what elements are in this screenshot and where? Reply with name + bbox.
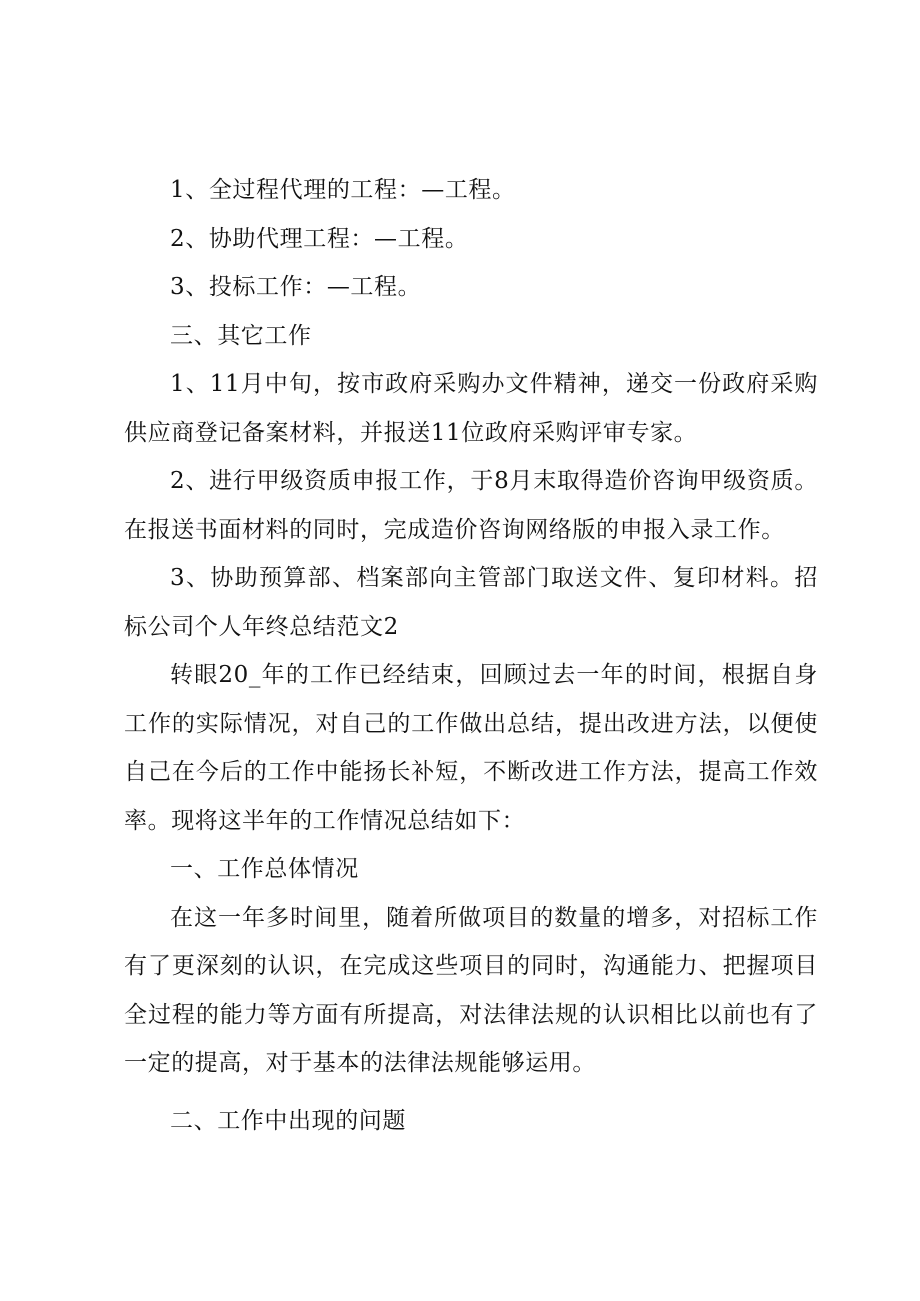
paragraph-item-2-assist-agency: 2、协助代理工程：—工程。 [170,225,469,252]
document-body [124,166,818,1145]
paragraph-other-work-3: 3、协助预算部、档案部向主管部门取送文件、复印材料。招标公司个人年终总结范文2 [124,565,818,640]
paragraph-intro-summary: 转眼20_年的工作已经结束，回顾过去一年的时间，根据自身工作的实际情况，对自己的工作做出总结，提出改进方法，以便使自己在今后的工作中能扬长补短，不断改进工作方法，提高工作效率。现将这半年的工作情况总结如下： [124,662,818,834]
section-heading-problems: 二、工作中出现的问题 [170,1107,406,1134]
paragraph-overall-details: 在这一年多时间里，随着所做项目的数量的增多，对招标工作有了更深刻的认识，在完成这些项目的同时，沟通能力、把握项目全过程的能力等方面有所提高，对法律法规的认识相比以前也有了一定的提高，对于基本的法律法规能够运用。 [124,904,818,1076]
section-heading-other-work: 三、其它工作 [170,322,312,349]
section-heading-overall: 一、工作总体情况 [170,856,359,882]
paragraph-item-1-full-agency: 1、全过程代理的工程：—工程。 [170,177,516,203]
paragraph-item-3-bidding: 3、投标工作：—工程。 [170,274,422,300]
paragraph-other-work-2: 2、进行甲级资质申报工作，于8月末取得造价咨询甲级资质。在报送书面材料的同时，完成造价咨询网络版的申报入录工作。 [124,468,818,543]
paragraph-other-work-1: 1、11月中旬，按市政府采购办文件精神，递交一份政府采购供应商登记备案材料，并报送11位政府采购评审专家。 [124,371,818,446]
